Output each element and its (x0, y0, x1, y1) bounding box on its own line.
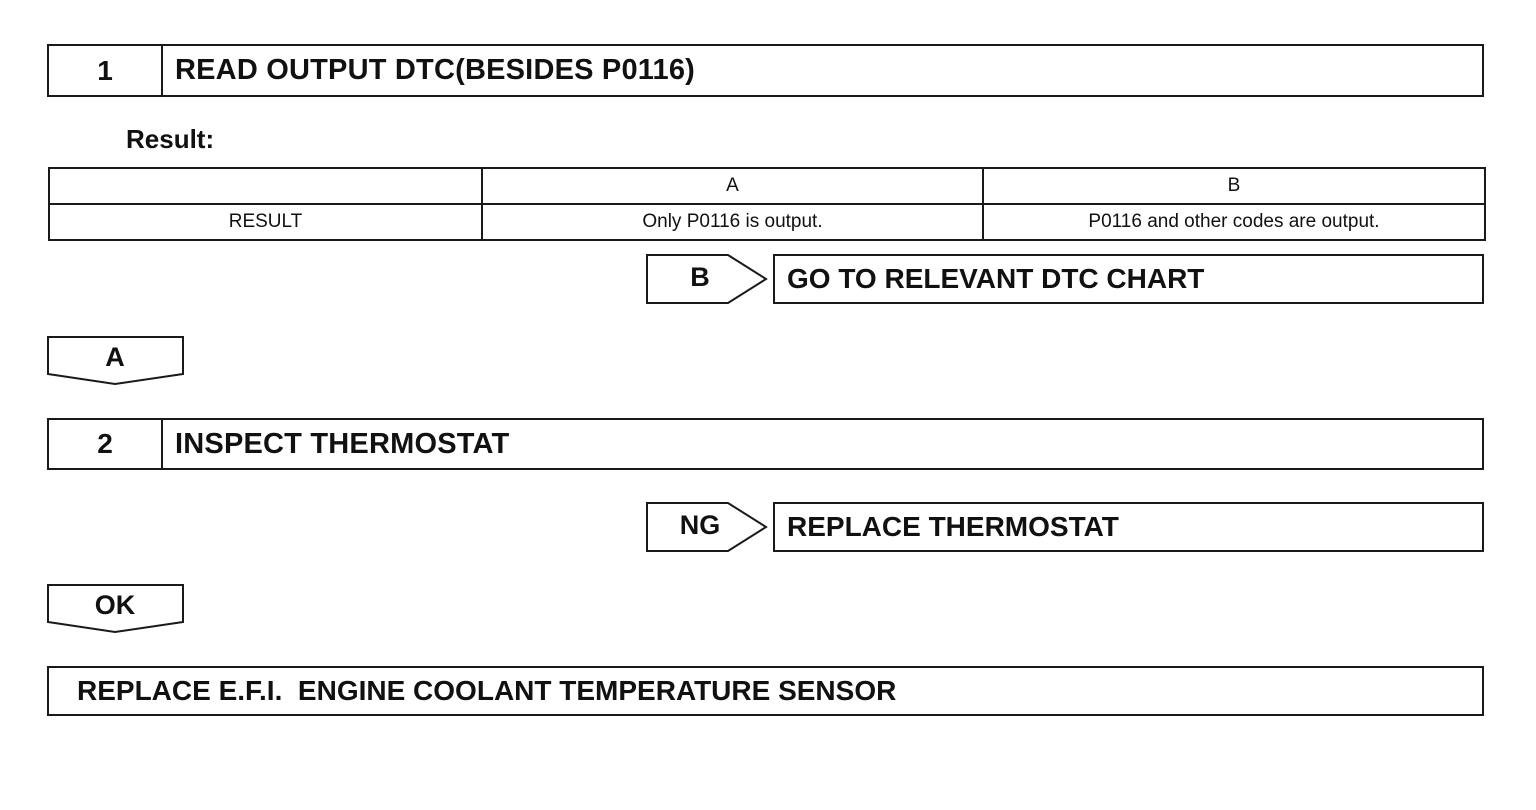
result-table-cell-a: Only P0116 is output. (482, 204, 983, 240)
result-table-header-b: B (983, 168, 1485, 204)
continue-a-label: A (105, 342, 125, 372)
step-1-number: 1 (49, 46, 163, 95)
final-action-box (47, 666, 1484, 716)
result-label: Result: (126, 124, 215, 154)
continue-ok-label: OK (94, 590, 136, 620)
branch-b-action-text: GO TO RELEVANT DTC CHART (787, 263, 1205, 294)
result-table-row (49, 204, 1485, 240)
result-table-header-row (49, 168, 1485, 204)
result-table (48, 167, 1486, 241)
step-2-title: INSPECT THERMOSTAT (175, 427, 510, 460)
branch-b-label: B (690, 262, 710, 292)
branch-ng-action-text: REPLACE THERMOSTAT (787, 511, 1119, 542)
branch-ng-label: NG (679, 510, 721, 540)
result-table-cell-b: P0116 and other codes are output. (983, 204, 1485, 240)
result-table-header-a: A (482, 168, 983, 204)
step-2-box (47, 418, 1484, 470)
step-1-title: READ OUTPUT DTC(BESIDES P0116) (175, 54, 696, 86)
branch-ng-arrow (646, 502, 770, 552)
result-table-row-label: RESULT (49, 204, 482, 240)
step-2-number: 2 (49, 420, 163, 468)
final-action-text: REPLACE E.F.I. ENGINE COOLANT TEMPERATURE SENSOR (77, 675, 897, 706)
continue-a-arrow (47, 336, 185, 386)
step-1-box (47, 44, 1484, 97)
branch-b-arrow (646, 254, 770, 304)
continue-ok-arrow (47, 584, 185, 634)
branch-ng-action-box (773, 502, 1484, 552)
result-table-header-blank (49, 168, 482, 204)
branch-b-action-box (773, 254, 1484, 304)
